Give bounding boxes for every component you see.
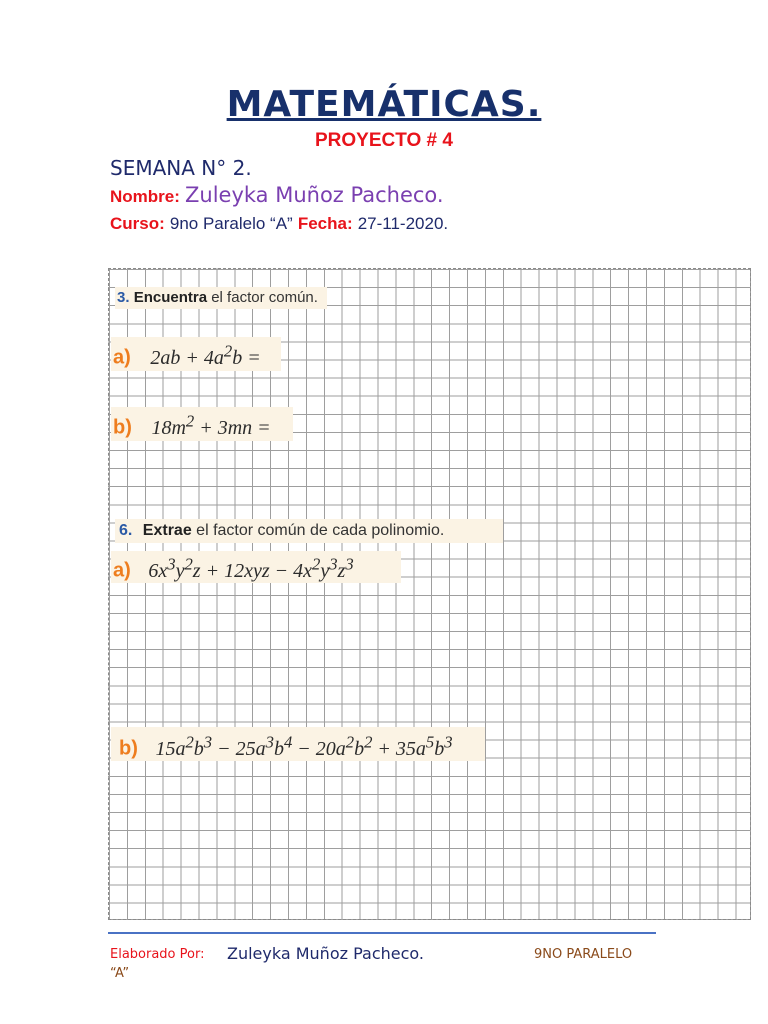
expression: $18m^2 + 3mn$ = — [151, 411, 271, 439]
date-value: 27-11-2020. — [357, 214, 449, 233]
exercise-number: 6. — [119, 522, 133, 539]
instruction-text: el factor común. — [211, 289, 318, 306]
date-label: Fecha: — [297, 214, 353, 233]
exercise-3b — [113, 411, 271, 440]
exercise-6b — [119, 732, 453, 761]
week-label: SEMANA N° 2. — [110, 156, 252, 180]
course-value: 9no Paralelo “A” — [169, 214, 293, 233]
item-letter: a) — [113, 559, 131, 582]
exercise-number: 3. — [117, 289, 130, 306]
exercise-3a — [113, 341, 261, 370]
name-value: Zuleyka Muñoz Pacheco. — [185, 183, 444, 207]
instruction-verb: Extrae — [142, 522, 192, 539]
exercise-6-instruction — [119, 522, 444, 540]
page-title: MATEMÁTICAS. — [226, 84, 542, 125]
footer-course-continued: “A” — [110, 966, 130, 981]
footer-made-by-label: Elaborado Por: — [110, 947, 205, 962]
exercise-3-instruction — [117, 289, 318, 306]
name-row — [110, 183, 444, 207]
exercise-6a — [113, 554, 354, 583]
expression: $6x^3y^2z + 12xyz - 4x^2y^3z^3$ — [148, 554, 354, 582]
name-label: Nombre: — [110, 187, 180, 206]
footer-divider — [108, 932, 656, 934]
footer-author-name: Zuleyka Muñoz Pacheco. — [227, 944, 424, 963]
item-letter: a) — [113, 346, 131, 369]
instruction-text: el factor común de cada polinomio. — [196, 522, 445, 539]
graph-paper-area — [108, 268, 751, 920]
course-row — [110, 214, 448, 234]
item-letter: b) — [119, 737, 138, 760]
project-subtitle: PROYECTO # 4 — [315, 130, 453, 151]
instruction-verb: Encuentra — [133, 289, 208, 306]
item-letter: b) — [113, 416, 132, 439]
footer-course: 9NO PARALELO — [534, 947, 633, 962]
expression: $2ab + 4a^2b$ = — [150, 341, 261, 369]
expression: $15a^2b^3 - 25a^3b^4 - 20a^2b^2 + 35a^5b^3$ — [155, 732, 453, 760]
course-label: Curso: — [110, 214, 165, 233]
